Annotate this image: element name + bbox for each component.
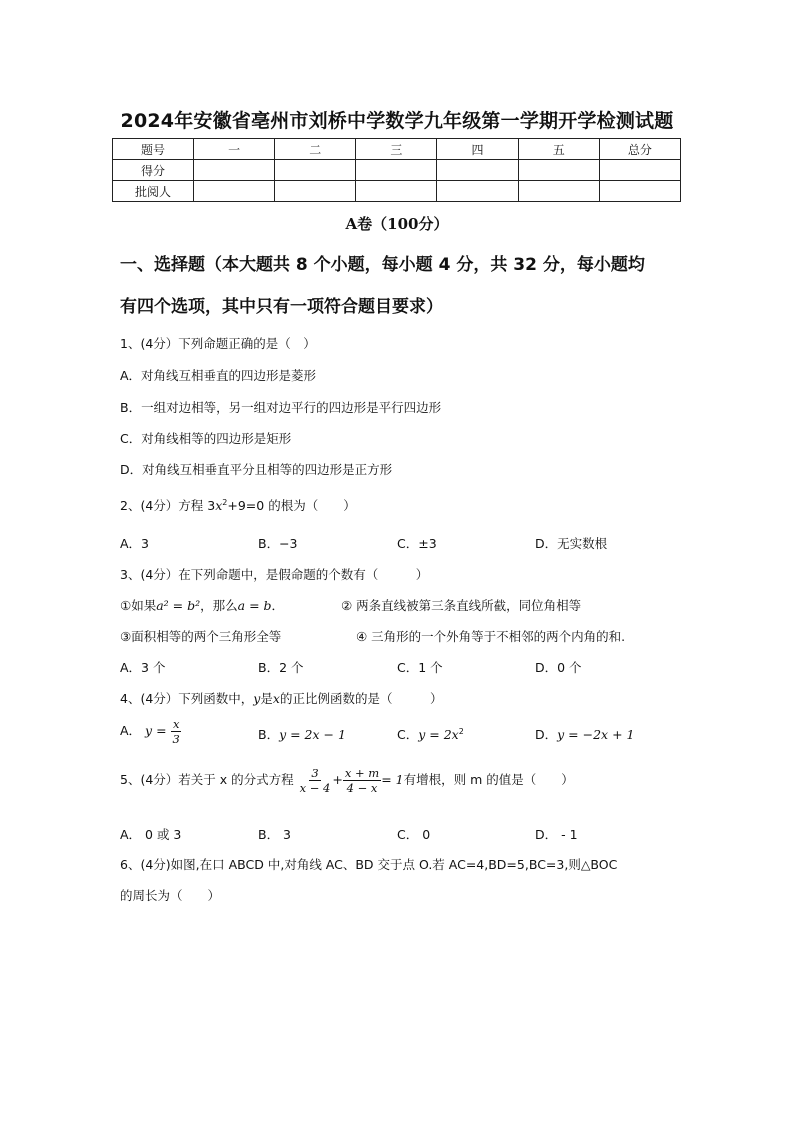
score-cell: 总分 (599, 139, 680, 160)
exam-title: 2024年安徽省亳州市刘桥中学数学九年级第一学期开学检测试题 (120, 110, 674, 132)
part1-heading-line2: 有四个选项，其中只有一项符合题目要求） (120, 297, 443, 317)
q3-s1-math2: a = b (237, 598, 272, 613)
q4-option-d (535, 725, 634, 743)
q6-line1: 6、(4分)如图,在口 ABCD 中,对角线 AC、BD 交于点 O.若 AC=4,BD=5,BC=3,则△BOC (120, 857, 618, 872)
q3-statement-2: ② 两条直线被第三条直线所截，同位角相等 (341, 598, 582, 613)
score-cell: 题号 (113, 139, 194, 160)
score-table-row (113, 160, 681, 181)
q2-option-a: A．3 (120, 536, 150, 551)
q1-option-b: B．一组对边相等，另一组对边平行的四边形是平行四边形 (120, 400, 442, 415)
q5-stem-pre: 5、(4分）若关于 x 的分式方程 (120, 772, 294, 787)
q3-statement-4: ④ 三角形的一个外角等于不相邻的两个内角的和. (356, 629, 626, 644)
q1-option-a: A．对角线互相垂直的四边形是菱形 (120, 368, 317, 383)
q4-option-a (120, 717, 182, 746)
q4-option-c (397, 725, 464, 743)
fraction-denominator: 4 − x (346, 781, 378, 795)
q4-option-a-label: A． (120, 723, 142, 738)
q1-option-d: D．对角线互相垂直平分且相等的四边形是正方形 (120, 462, 393, 477)
q5-fraction-1 (298, 766, 333, 795)
fraction-numerator: x + m (344, 766, 380, 780)
q2-exp: 2 (222, 497, 228, 507)
q3-option-a: A．3 个 (120, 660, 166, 675)
q4-option-d-expr: y = −2x + 1 (557, 727, 635, 742)
q5-option-a: A． 0 或 3 (120, 827, 182, 842)
q4-option-c-expr: y = 2x (418, 727, 459, 742)
q5-fraction-2 (343, 766, 381, 795)
score-cell (356, 181, 437, 202)
q5-equals: = 1 (381, 772, 404, 787)
q5-stem-post: 有增根，则 m 的值是（ ） (403, 772, 574, 787)
q4-option-d-label: D． (535, 727, 558, 742)
score-cell (437, 160, 518, 181)
q4-stem-post: 的正比例函数的是（ ） (279, 691, 443, 706)
score-cell: 二 (275, 139, 356, 160)
q1-stem: 1、(4分）下列命题正确的是（ ） (120, 336, 316, 351)
score-cell: 四 (437, 139, 518, 160)
q4-option-a-fraction (171, 717, 182, 746)
q2-option-c: C．±3 (397, 536, 437, 551)
q5-option-b: B． 3 (258, 827, 292, 842)
q5-plus: + (332, 772, 343, 787)
section-a-title: A卷（100分） (345, 215, 449, 233)
score-cell (356, 160, 437, 181)
q3-s1-mid: ，那么 (200, 598, 238, 613)
q6-line2: 的周长为（ ） (120, 888, 221, 903)
q4-option-c-label: C． (397, 727, 419, 742)
q5-stem (120, 766, 574, 795)
score-cell (437, 181, 518, 202)
fraction-denominator: x − 4 (299, 781, 331, 795)
q2-option-b: B．−3 (258, 536, 298, 551)
q3-statement-3: ③面积相等的两个三角形全等 (120, 629, 282, 644)
score-cell (194, 160, 275, 181)
fraction-numerator: x (172, 717, 180, 731)
q3-statement-1 (120, 596, 284, 614)
score-cell: 得分 (113, 160, 194, 181)
q4-x: x (272, 691, 280, 706)
score-cell (599, 160, 680, 181)
q4-stem (120, 689, 442, 707)
score-cell: 五 (518, 139, 599, 160)
q4-option-a-lhs: y = (145, 723, 167, 738)
q4-y: y (253, 691, 261, 706)
score-cell (275, 160, 356, 181)
q3-s1-math: a² = b² (156, 598, 201, 613)
score-table (112, 138, 681, 202)
fraction-denominator: 3 (172, 732, 180, 746)
q4-stem-mid: 是 (260, 691, 273, 706)
score-cell (275, 181, 356, 202)
score-cell: 一 (194, 139, 275, 160)
q2-stem-post: +9=0 的根为（ ） (227, 498, 356, 513)
q2-var: x (215, 498, 223, 513)
q2-stem-pre: 2、(4分）方程 3 (120, 498, 216, 513)
q2-option-d: D．无实数根 (535, 536, 608, 551)
part1-heading-line1: 一、选择题（本大题共 8 个小题，每小题 4 分，共 32 分，每小题均 (120, 255, 645, 275)
q4-option-c-exp: 2 (458, 726, 464, 736)
q4-option-b-expr: y = 2x − 1 (279, 727, 346, 742)
q3-stem: 3、(4分）在下列命题中，是假命题的个数有（ ） (120, 567, 429, 582)
score-cell (599, 181, 680, 202)
q1-option-c: C．对角线相等的四边形是矩形 (120, 431, 292, 446)
score-cell: 批阅人 (113, 181, 194, 202)
q3-s1-pre: ①如果 (120, 598, 157, 613)
score-table-row (113, 181, 681, 202)
score-cell: 三 (356, 139, 437, 160)
score-cell (518, 181, 599, 202)
q3-s1-post: ． (271, 598, 285, 613)
q4-stem-pre: 4、(4分）下列函数中， (120, 691, 254, 706)
fraction-numerator: 3 (311, 766, 319, 780)
q3-option-b: B．2 个 (258, 660, 304, 675)
score-cell (518, 160, 599, 181)
q4-option-b (258, 725, 346, 743)
q3-option-d: D．0 个 (535, 660, 582, 675)
q3-option-c: C．1 个 (397, 660, 443, 675)
q2-stem (120, 496, 356, 514)
q5-option-c: C． 0 (397, 827, 431, 842)
score-cell (194, 181, 275, 202)
q4-option-b-label: B． (258, 727, 280, 742)
score-table-header-row (113, 139, 681, 160)
q5-option-d: D． - 1 (535, 827, 578, 842)
